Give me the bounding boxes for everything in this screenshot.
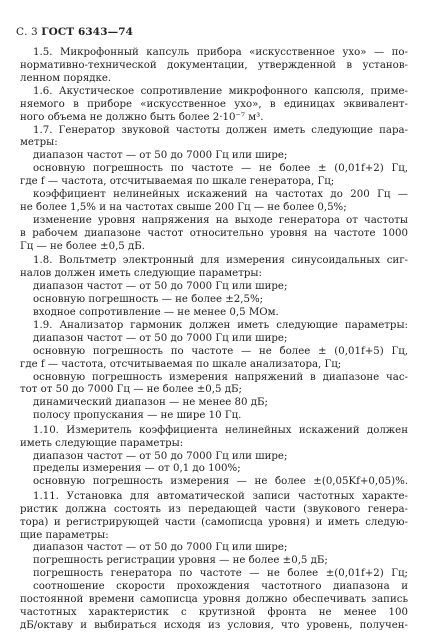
text-line: тот от 50 до 7000 Гц — не более ±0,5 дБ; — [20, 384, 242, 396]
text-line: 1.6. Акустическое сопротивление микрофонного капсюля, приме- — [33, 85, 408, 97]
text-line: погрешность регистрации уровня — не более ±0,5 дБ; — [33, 555, 328, 567]
text-line: 1.7. Генератор звуковой частоты должен иметь следующие пара- — [33, 124, 408, 136]
text-line: частотных характеристик с крутизной фронта не менее 100 — [20, 607, 408, 619]
text-line: не более 1,5% и на частотах свыше 200 Гц — не более 0,5%; — [20, 202, 347, 214]
text-line: основную погрешность — не более ±2,5%; — [33, 293, 264, 305]
text-line: ристик должна состоять из передающей части (звукового генера- — [20, 503, 408, 515]
text-line: основную погрешность по частоте — не более ± (0,01f+2) Гц, — [33, 163, 408, 175]
text-line: диапазон частот — от 50 до 7000 Гц или шире; — [33, 450, 288, 462]
text-line: постоянной времени самописца уровня должно обеспечивать запись — [20, 594, 408, 606]
text-line: 1.11. Установка для автоматической записи частотных характе- — [33, 490, 408, 502]
text-line: ного объема не должно быть более 2·10⁻⁷ м³. — [20, 111, 264, 123]
text-line: тора) и регистрирующей части (самописца уровня) и иметь следую- — [20, 516, 408, 528]
text-line: 1.10. Измеритель коэффициента нелинейных искажений должен — [33, 424, 408, 436]
text-line: диапазон частот — от 50 до 7000 Гц или шире; — [33, 281, 288, 293]
text-line: 1.9. Анализатор гармоник должен иметь следующие параметры: — [33, 319, 408, 331]
text-line: дБ/октаву и выбираться исходя из условия, что уровень, получен- — [20, 620, 408, 631]
text-line: диапазон частот — от 50 до 7000 Гц или шире; — [33, 542, 288, 554]
text-line: в рабочем диапазоне частот относительно уровня на частоте 1000 — [20, 227, 408, 239]
text-line: ленном порядке. — [20, 72, 112, 84]
page-header — [16, 26, 133, 38]
text-line: щие параметры: — [20, 529, 109, 541]
text-line: где f — частота, отсчитываемая по шкале анализатора, Гц; — [20, 358, 342, 370]
text-line: изменение уровня напряжения на выходе генератора от частоты — [33, 214, 408, 226]
text-line: входное сопротивление — не менее 0,5 МОм. — [33, 306, 279, 318]
text-line: Гц — не более ±0,5 дБ. — [20, 240, 146, 252]
text-line: коэффициент нелинейных искажений на частотах до 200 Гц — — [33, 189, 408, 201]
text-line: диапазон частот — от 50 до 7000 Гц или шире; — [33, 150, 288, 162]
text-line: няемого в приборе «искусственное ухо», в единицах эквивалент- — [20, 98, 408, 110]
text-line: основную погрешность по частоте — не более ± (0,01f+5) Гц, — [33, 345, 408, 357]
text-line: динамический диапазон — не менее 80 дБ; — [33, 397, 268, 409]
standard-designation: ГОСТ 6343—74 — [41, 26, 134, 38]
text-line: нормативно-технической документации, утвержденной в установ- — [20, 59, 408, 71]
text-line: пределы измерения — от 0,1 до 100%; — [33, 463, 241, 475]
text-line: метры: — [20, 137, 58, 149]
text-line: основную погрешность измерения — не более ±(0,05Kf+0,05)%. — [33, 476, 408, 488]
text-line: где f — частота, отсчитываемая по шкале генератора, Гц; — [20, 176, 335, 188]
text-line: 1.5. Микрофонный капсуль прибора «искусственное ухо» — по- — [33, 47, 408, 58]
text-line: иметь следующие параметры: — [20, 437, 184, 449]
text-line: основную погрешность измерения напряжений в диапазоне час- — [33, 371, 408, 383]
text-line: соотношение скорости прохождения частотного диапазона и — [33, 581, 408, 593]
text-line: налов должен иметь следующие параметры: — [20, 268, 262, 280]
page-number: С. 3 — [16, 26, 38, 38]
text-line: полосу пропускания — не шире 10 Гц. — [33, 410, 242, 422]
text-line: диапазон частот — от 50 до 7000 Гц или шире; — [33, 332, 288, 344]
text-line: 1.8. Вольтметр электронный для измерения синусоидальных сиг- — [33, 255, 408, 267]
text-line: погрешность генератора по частоте — не более ±(0,01f+2) Гц; — [33, 568, 408, 580]
